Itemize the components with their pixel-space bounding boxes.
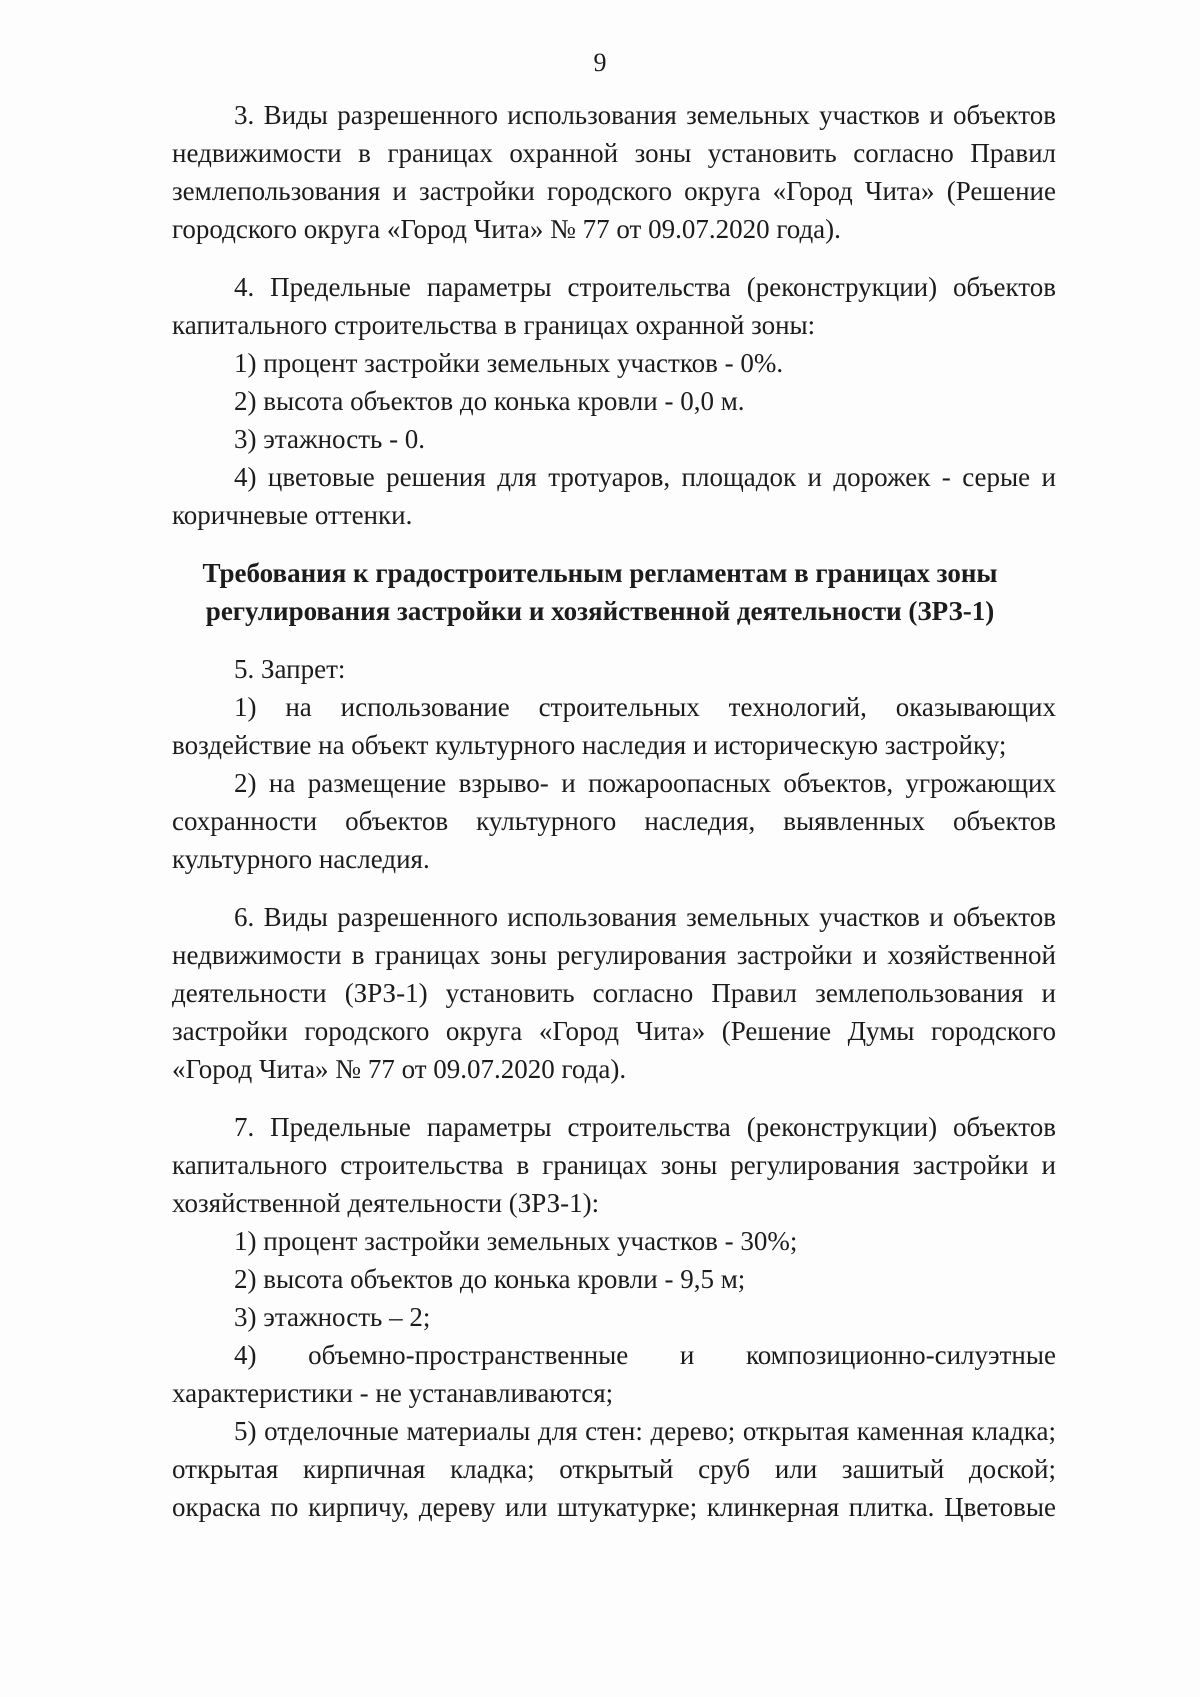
paragraph-7-item-2: 2) высота объектов до конька кровли - 9,5 м; bbox=[234, 1264, 746, 1294]
paragraph-4-item-4: 4) цветовые решения для тротуаров, площадок и дорожек - серые и bbox=[234, 462, 1056, 492]
paragraph-7-item-3: 3) этажность – 2; bbox=[234, 1302, 431, 1332]
page-number: 9 bbox=[593, 48, 607, 77]
paragraph-3-line-1: 3. Виды разрешенного использования земельных участков и объектов bbox=[234, 100, 1056, 130]
paragraph-7-item-5: 5) отделочные материалы для стен: дерево; открытая каменная кладка; bbox=[234, 1416, 1056, 1446]
paragraph-7-item-1: 1) процент застройки земельных участков - 30%; bbox=[234, 1226, 798, 1256]
paragraph-5-item-1-cont: воздействие на объект культурного наследия и историческую застройку; bbox=[172, 730, 1007, 760]
paragraph-3-line-3: землепользования и застройки городского округа «Город Чита» (Решение bbox=[172, 176, 1056, 206]
paragraph-7-item-5-cont-2: окраска по кирпичу, дереву или штукатурке; клинкерная плитка. Цветовые bbox=[172, 1492, 1056, 1522]
paragraph-7-item-5-cont-1: открытая кирпичная кладка; открытый сруб или зашитый доской; bbox=[172, 1454, 1056, 1484]
section-heading-line-2: регулирования застройки и хозяйственной деятельности (ЗРЗ-1) bbox=[205, 596, 995, 626]
paragraph-7-item-4-cont: характеристики - не устанавливаются; bbox=[172, 1378, 614, 1408]
paragraph-3-line-4: городского округа «Город Чита» № 77 от 09.07.2020 года). bbox=[172, 214, 841, 244]
paragraph-6-line-2: недвижимости в границах зоны регулирования застройки и хозяйственной bbox=[172, 940, 1056, 970]
paragraph-4-item-2: 2) высота объектов до конька кровли - 0,0 м. bbox=[234, 386, 745, 416]
paragraph-4-item-4-cont: коричневые оттенки. bbox=[172, 500, 413, 530]
paragraph-3-line-2: недвижимости в границах охранной зоны установить согласно Правил bbox=[172, 138, 1056, 168]
paragraph-4-item-1: 1) процент застройки земельных участков - 0%. bbox=[234, 348, 784, 378]
paragraph-5-line-1: 5. Запрет: bbox=[234, 654, 346, 684]
paragraph-4-line-2: капитального строительства в границах охранной зоны: bbox=[172, 310, 816, 340]
paragraph-5-item-2: 2) на размещение взрыво- и пожароопасных объектов, угрожающих bbox=[234, 768, 1056, 798]
section-heading-line-1: Требования к градостроительным регламентам в границах зоны bbox=[202, 558, 998, 588]
paragraph-6-line-3: деятельности (ЗРЗ-1) установить согласно Правил землепользования и bbox=[172, 978, 1056, 1008]
paragraph-6-line-5: «Город Чита» № 77 от 09.07.2020 года). bbox=[172, 1054, 627, 1084]
paragraph-7-line-1: 7. Предельные параметры строительства (реконструкции) объектов bbox=[234, 1112, 1056, 1142]
paragraph-4-line-1: 4. Предельные параметры строительства (реконструкции) объектов bbox=[234, 272, 1056, 302]
paragraph-5-item-1: 1) на использование строительных технологий, оказывающих bbox=[234, 692, 1056, 722]
paragraph-7-line-2: капитального строительства в границах зоны регулирования застройки и bbox=[172, 1150, 1056, 1180]
paragraph-7-item-4: 4) объемно-пространственные и композиционно-силуэтные bbox=[234, 1340, 1056, 1370]
paragraph-5-item-2-cont: сохранности объектов культурного наследия, выявленных объектов bbox=[172, 806, 1056, 836]
paragraph-4-item-3: 3) этажность - 0. bbox=[234, 424, 426, 454]
paragraph-6-line-1: 6. Виды разрешенного использования земельных участков и объектов bbox=[234, 902, 1056, 932]
paragraph-5-item-2-end: культурного наследия. bbox=[172, 844, 430, 874]
paragraph-6-line-4: застройки городского округа «Город Чита» (Решение Думы городского bbox=[172, 1016, 1056, 1046]
paragraph-7-line-3: хозяйственной деятельности (ЗРЗ-1): bbox=[172, 1188, 600, 1218]
